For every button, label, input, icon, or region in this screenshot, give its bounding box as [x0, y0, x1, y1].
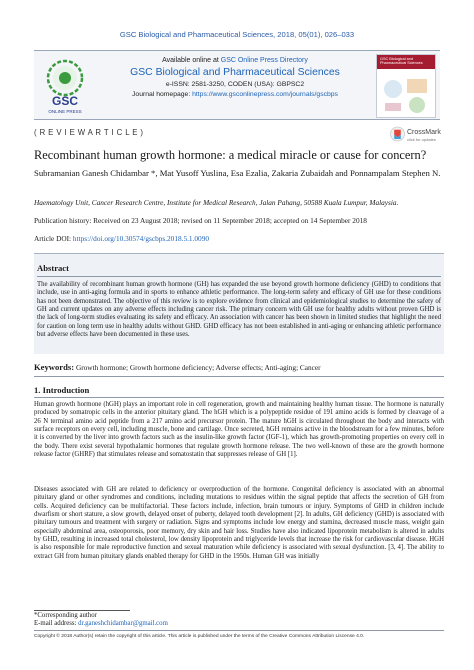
- keywords-divider: [34, 376, 444, 377]
- homepage-prefix: Journal homepage:: [132, 91, 193, 98]
- article-type: ( R E V I E W A R T I C L E ): [34, 128, 144, 137]
- author-email-link[interactable]: dr.ganeshchidambar@gmail.com: [78, 620, 168, 627]
- cover-illustration: [377, 69, 436, 118]
- available-prefix: Available online at: [162, 57, 221, 64]
- journal-name: GSC Biological and Pharmaceutical Sciences: [130, 67, 340, 78]
- running-head: GSC Biological and Pharmaceutical Sciences, 2018, 05(01), 026–033: [119, 30, 355, 39]
- journal-info: [104, 57, 366, 98]
- doi-prefix: Article DOI:: [34, 234, 73, 243]
- corresponding-author: *Corresponding author: [34, 612, 97, 619]
- abstract-divider: [37, 276, 441, 277]
- journal-cover-image: [376, 54, 436, 118]
- logo-subtext: ONLINE PRESS: [48, 109, 82, 114]
- homepage-line: [104, 91, 366, 98]
- journal-homepage-link[interactable]: https://www.gsconlinepress.com/journals/gscbps: [192, 91, 338, 98]
- introduction-divider: [34, 397, 444, 398]
- article-title: Recombinant human growth hormone: a medical miracle or cause for concern?: [34, 148, 427, 162]
- abstract-text: The availability of recombinant human growth hormone (GH) has expanded the use beyond growth hormone deficiency (GHD) to conditions that include, use in anti-aging formula and in sports to enhance athletic performance. The long-term safety and efficacy of GH use for these conditions has not been demonstrated. The objective of this review is to explore evidence from clinical and epidemiological studies to determine the safety of GH and current updates on any adverse effects including cancer risk. The primary concern with GH use for healthy adults without proven GHD is the lack of long-term studies evaluating its safety and efficacy. An association with cancer has been shown in limited studies that highlight the need for caution on long term use in healthy adults without GHD. GHD efficacy has not been established in anti-aging or enhancing athletic performance but adverse effects have been documented in these uses.: [37, 281, 441, 339]
- crossmark-icon: [390, 126, 405, 144]
- leaf-wreath-icon: [48, 61, 82, 95]
- issn-line: e-ISSN: 2581-3250, CODEN (USA): GBPSC2: [165, 81, 305, 88]
- bottom-divider: [34, 630, 444, 631]
- available-online: [104, 57, 366, 64]
- directory-link[interactable]: GSC Online Press Directory: [220, 57, 308, 64]
- crossmark-label: CrossMark: [407, 129, 441, 136]
- author-list: Subramanian Ganesh Chidambar *, Mat Yusoff Yuslina, Esa Ezalia, Zakaria Zubaidah and Ponnampalam Stephen N.: [34, 168, 441, 178]
- keywords-text: Growth hormone; Growth hormone deficiency; Adverse effects; Anti-aging; Cancer: [75, 363, 321, 372]
- doi-line: [34, 234, 444, 243]
- abstract-heading: Abstract: [37, 263, 69, 273]
- copyright-notice: Copyright © 2018 Author(s) retain the copyright of this article. This article is published under the terms of the Creative Commons Attribution Liscense 4.0.: [34, 634, 365, 639]
- logo-text: GSC: [51, 94, 79, 108]
- cover-title: GSC Biological and Pharmaceutical Sciences: [377, 55, 435, 69]
- journal-header: [34, 50, 440, 120]
- keywords-label: Keywords:: [34, 362, 75, 372]
- introduction-paragraph-1: Human growth hormone (hGH) plays an important role in cell regeneration, growth and maintaining healthy human tissue. The hormone is naturally produced by somatropic cells in the anterior pituitary gland. The hGH which is a polypeptide residue of 191 amino acids is formed by cleavage of a 26 N terminal amino acid peptide from a 217 amino acid precursor protein. The mature hGH is circulated throughout the body and interacts with surface receptors on every cell, including muscle, bone and cartilage. Once secreted, hGH remains active in the bloodstream for a few minutes, before it is converted by the liver into growth factors such as the insulin-like growth factor (IGF-1), which has growth-promoting properties on every cell in the body. There exist several hypothalamic hormones that regulate growth hormone release. The two well-known of these are the growth hormone release factor (GHRF) that stimulates release and somatostatin that suppresses release of GH [1].: [34, 401, 444, 459]
- introduction-heading: 1. Introduction: [34, 385, 90, 395]
- publication-history: Publication history: Received on 23 August 2018; revised on 11 September 2018; accepted on 14 September 2018: [34, 216, 367, 225]
- footnote-divider: [34, 610, 130, 611]
- affiliation: Haematology Unit, Cancer Research Centre, Institute for Medical Research, Jalan Pahang, 50588 Kuala Lumpur, Malaysia.: [34, 198, 399, 207]
- crossmark-sub: click for updates: [407, 137, 436, 142]
- introduction-paragraph-2: Diseases associated with GH are related to deficiency or overproduction of the hormone. Congenital deficiency is associated with an abnormal pituitary gland or other syndromes and conditions, including mutations to residues within the signal peptide that affects the secretion of GH from cells. Acquired deficiency can be multifactorial. These factors include, infection, brain tumours or injury. Symptoms of GHD in children include dwarfism or short stature, a slow growth, delayed onset of puberty, delayed tooth development [2]. In adults, GH deficiency (GHD) is associated with pituitary tumours and treatment with surgery or radiation. Signs and symptoms include low energy and stamina, decreased muscle mass, weight gain especially abdominal area, osteoporosis, poor memory, dry skin and hair loss. Studies have also indicated lipoprotein metabolism is altered in adults by GHD, resulting in increased total cholesterol, low density lipoprotein and triglyceride levels that increase the risk for cardiovascular disease. HGH is also responsible for male reproductive function and sexual maturation while deficiency is associated with sexual dysfunction. [3, 4]. The ability to extract GH from human pituitary glands enabled therapy for GHD in the 1950s. Human GH was initially: [34, 486, 444, 560]
- crossmark-badge[interactable]: [390, 125, 442, 145]
- gsc-logo: [38, 54, 92, 118]
- abstract-section: [34, 253, 444, 354]
- doi-link[interactable]: https://doi.org/10.30574/gscbps.2018.5.1.0090: [72, 234, 209, 243]
- keywords: [34, 362, 444, 372]
- email-prefix: E-mail address:: [34, 620, 79, 627]
- email-line: [34, 620, 168, 627]
